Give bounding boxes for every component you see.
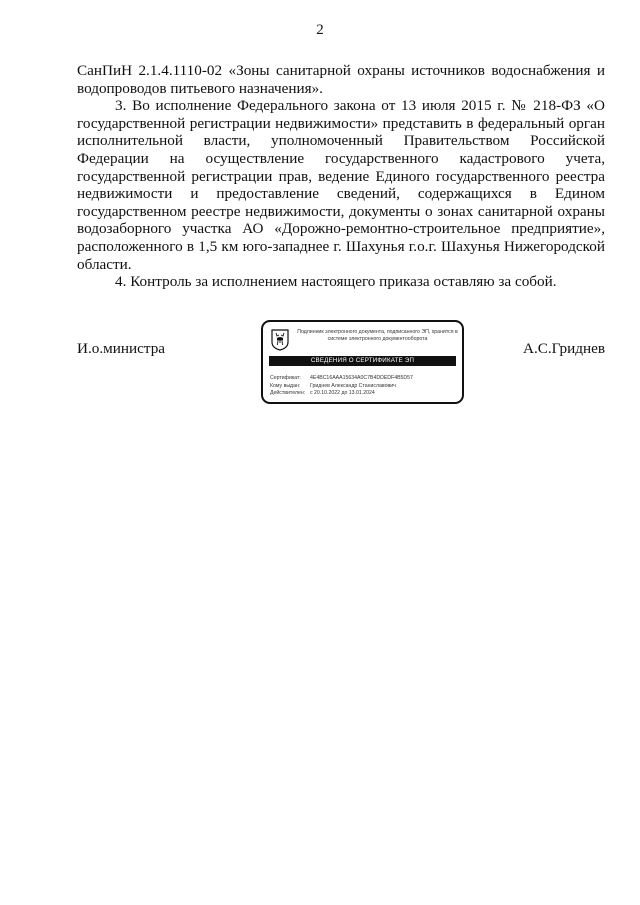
- electronic-signature-stamp: [261, 320, 464, 404]
- validity-label: Действителен:: [270, 390, 306, 396]
- paragraph-item-4: 4. Контроль за исполнением настоящего приказа оставляю за собой.: [115, 273, 557, 291]
- nizhny-novgorod-deer-emblem-icon: [271, 329, 289, 351]
- paragraph-item-3: 3. Во исполнение Федерального закона от 13 июля 2015 г. № 218-ФЗ «О государственной регистрации недвижимости» представить в федеральный орган исполнительной власти, уполномоченный Правительством Российской Федерации на осуществление государственного кадастрового учета, государственной регистрации прав, ведение Единого государственного реестра недвижимости и предоставление сведений, содержащихся в Едином государственном реестре недвижимости, документы о зонах санитарной охраны водозаборного участка АО «Дорожно-ремонтно-строительное предприятие», расположенного в 1,5 км юго-западнее г. Шахунья г.о.г. Шахунья Нижегородской области.: [77, 97, 605, 273]
- certificate-label: Сертификат:: [270, 375, 301, 381]
- issued-to-value: Гриднев Александр Станиславович: [310, 382, 396, 389]
- certificate-value: 4E4BC16AAA15634A0C7B4DDEDF4B5D57: [310, 375, 413, 381]
- certificate-row: [270, 375, 458, 383]
- issued-to-row: [270, 383, 458, 391]
- signatory-title: И.о.министра: [77, 340, 166, 357]
- stamp-header-text: Подлинник электронного документа, подписанного ЭП, хранится в системе электронного документооборота: [297, 329, 458, 342]
- validity-value: с 20.10.2022 до 13.01.2024: [310, 390, 375, 396]
- page-number: 2: [316, 22, 324, 38]
- validity-row: [270, 390, 458, 398]
- stamp-details: [270, 375, 458, 398]
- issued-to-label: Кому выдан:: [270, 382, 301, 389]
- signatory-name: А.С.Гриднев: [522, 340, 605, 357]
- paragraph-continuation: СанПиН 2.1.4.1110-02 «Зоны санитарной охраны источников водоснабжения и водопроводов питьевого назначения».: [77, 62, 605, 97]
- signature-block: [77, 320, 605, 396]
- stamp-title-bar: СВЕДЕНИЯ О СЕРТИФИКАТЕ ЭП: [269, 356, 456, 366]
- document-body: [77, 62, 605, 291]
